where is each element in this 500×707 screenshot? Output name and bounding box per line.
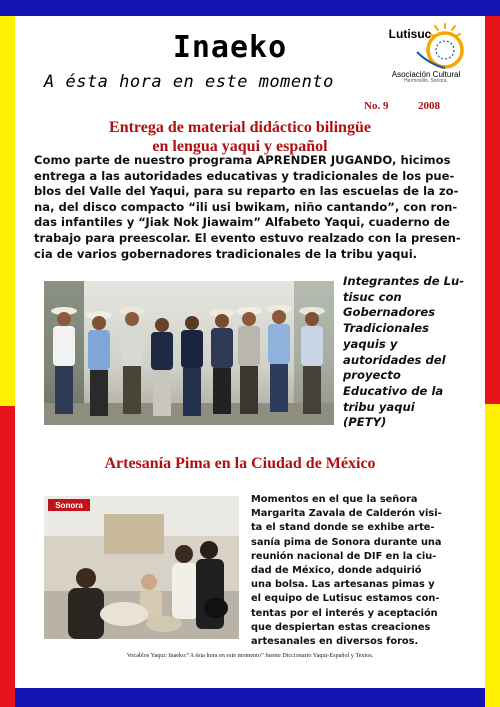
group-photo	[44, 281, 334, 425]
caption-line: proyecto	[343, 368, 401, 383]
logo-city: Hermosillo, Sonora.	[404, 78, 448, 85]
lutisuc-logo	[387, 22, 465, 100]
logo-organization	[387, 71, 465, 85]
caption-line: tentas por el interés y aceptación	[251, 607, 438, 619]
logo-org-name: Asociación Cultural	[391, 70, 461, 79]
paragraph-line: blos del Valle del Yaqui, para su reparto en las escuelas de la zo-	[34, 184, 459, 199]
stand-photo-caption	[251, 493, 456, 649]
frame-bottom-bar	[15, 688, 485, 707]
paragraph-line: cia de varios gobernadores tradicionales de la tribu yaqui.	[34, 246, 418, 261]
stand-photo-image	[44, 496, 239, 639]
frame-left-lower-bar	[0, 406, 15, 707]
caption-line: una bolsa. Las artesanas pimas y	[251, 579, 435, 591]
frame-right-lower-bar	[485, 404, 500, 707]
caption-line: autoridades del	[343, 352, 446, 367]
caption-line: yaquis y	[343, 336, 398, 351]
caption-line: que despiertan estas creaciones	[251, 621, 431, 633]
paragraph-line: Como parte de nuestro programa APRENDER JUGANDO, hicimos	[34, 153, 451, 167]
caption-line: Educativo de la	[343, 383, 444, 398]
paragraph-line: entrega a las autoridades educativas y tradicionales de los pue-	[34, 168, 455, 183]
paragraph-line: das infantiles y “Jiak Nok Jiawaim” Alfabeto Yaqui, cuaderno de	[34, 215, 450, 230]
article1-headline-line: Entrega de material didáctico bilingüe	[109, 119, 371, 136]
caption-line: Gobernadores	[343, 305, 436, 320]
paragraph-line: trabajo para preescolar. El evento estuvo realzado con la presen-	[34, 230, 461, 245]
group-photo-image	[44, 281, 334, 425]
stand-photo	[44, 496, 239, 639]
article2-headline: Artesanía Pima en la Ciudad de México	[104, 455, 376, 472]
sonora-sign-text: Sonora	[55, 501, 83, 510]
caption-line: sanía pima de Sonora durante una	[251, 536, 442, 548]
paragraph-line: na, del disco compacto “ili usi bwikam, niño cantando”, con ron-	[34, 199, 458, 214]
newsletter-title: Inaeko	[172, 30, 288, 65]
frame-left-upper-bar	[0, 16, 15, 406]
footer-note: Vocablos Yaqui: Inaeko:“A ésta hora en este momento” fuente Diccionario Yaqui-Español y Textos.	[126, 652, 374, 659]
caption-line: (PETY)	[343, 415, 387, 430]
issue-year: 2008	[418, 100, 440, 112]
logo-wordmark: Lutisuc	[388, 27, 432, 41]
caption-line: Integrantes de Lu-	[343, 274, 465, 288]
caption-line: reunión nacional de DIF en la ciu-	[251, 550, 437, 562]
caption-line: el equipo de Lutisuc estamos con-	[251, 593, 440, 605]
frame-top-bar	[0, 0, 500, 16]
caption-line: Tradicionales	[343, 321, 430, 336]
article1-headline	[60, 118, 420, 156]
frame-right-upper-bar	[485, 16, 500, 404]
article1-headline-line: en lengua yaqui y español	[152, 138, 328, 155]
caption-line: dad de México, donde adquirió	[251, 565, 422, 577]
caption-line: artesanales en diversos foros.	[251, 636, 419, 648]
newsletter-subtitle: A ésta hora en este momento	[44, 72, 334, 92]
article1-paragraph	[34, 153, 466, 262]
caption-line: Momentos en el que la señora	[251, 494, 418, 505]
caption-line: ta el stand donde se exhibe arte-	[251, 522, 435, 534]
caption-line: Margarita Zavala de Calderón visi-	[251, 508, 442, 520]
caption-line: tisuc con	[343, 289, 402, 304]
group-photo-caption	[343, 274, 473, 431]
caption-line: tribu yaqui	[343, 399, 415, 414]
issue-number: No. 9	[364, 100, 389, 112]
